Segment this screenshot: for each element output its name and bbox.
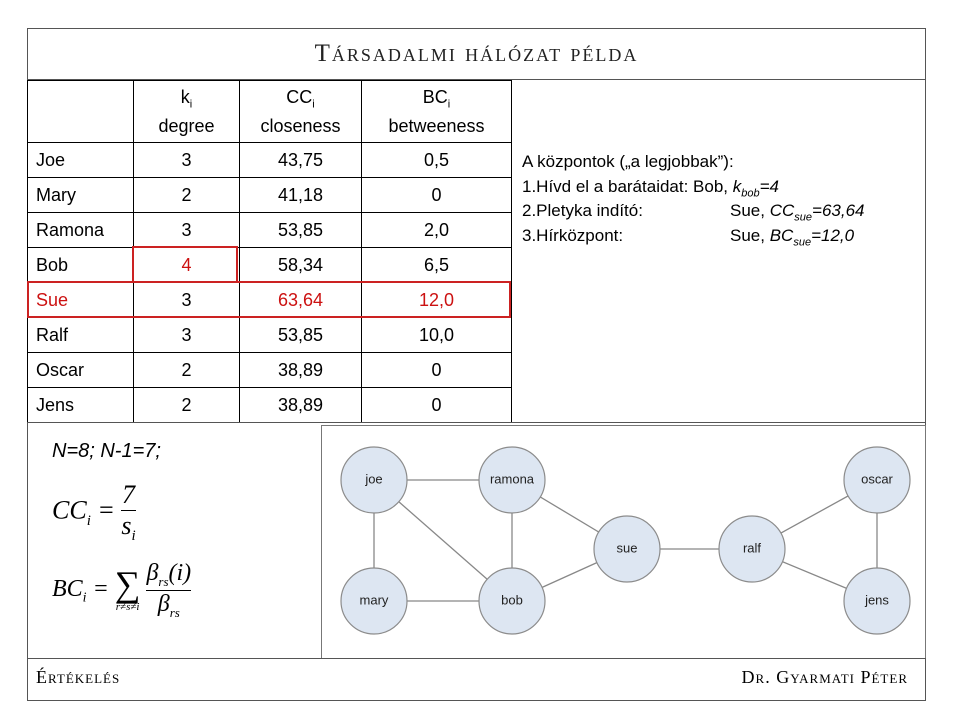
header-main: CC: [286, 86, 313, 107]
cell-degree: 3: [134, 318, 240, 353]
cell-closeness: 53,85: [240, 213, 362, 248]
center-item-rumor: [522, 199, 865, 224]
table-row: [28, 213, 512, 248]
bc-fraction: [146, 560, 191, 621]
center-item-news: [522, 224, 855, 249]
bc-lhs-sub: i: [82, 590, 87, 606]
cell-name: Jens: [28, 388, 134, 423]
node-ramona: [479, 447, 545, 513]
centers-heading: A központok („a legjobbak”):: [522, 152, 734, 171]
node-jens: [844, 568, 910, 634]
center-value: =4: [759, 176, 780, 196]
table-row: [28, 248, 512, 283]
cell-name: Mary: [28, 178, 134, 213]
cell-name: Ralf: [28, 318, 134, 353]
cell-degree: 4: [134, 248, 240, 283]
center-value: =63,64: [812, 201, 865, 220]
bc-denominator: [146, 591, 191, 621]
cell-betweenness: 12,0: [362, 283, 512, 318]
cc-numerator: 7: [122, 480, 136, 509]
header-sub: i: [189, 98, 193, 111]
header-sub: i: [447, 98, 451, 111]
cell-name: Oscar: [28, 353, 134, 388]
header-betweenness: [362, 81, 512, 143]
center-metric: CC: [769, 201, 795, 220]
table-row: [28, 318, 512, 353]
table-row: [28, 388, 512, 423]
center-metric-sub: sue: [793, 235, 812, 248]
centrality-table: [27, 80, 512, 423]
node-bob: [479, 568, 545, 634]
bc-num-arg: (i): [168, 560, 192, 586]
node-label: bob: [501, 592, 523, 608]
cell-closeness: 38,89: [240, 353, 362, 388]
cell-betweenness: 2,0: [362, 213, 512, 248]
table-row: [28, 353, 512, 388]
cell-betweenness: 10,0: [362, 318, 512, 353]
center-item-bob: [522, 175, 779, 200]
center-metric: k: [732, 176, 742, 196]
center-label: 2.Pletyka indító:: [522, 201, 643, 220]
node-ralf: [719, 516, 785, 582]
center-who: Sue,: [730, 201, 765, 220]
header-degree: [134, 81, 240, 143]
node-joe: [341, 447, 407, 513]
bc-den-sub: rs: [169, 604, 180, 620]
cell-betweenness: 6,5: [362, 248, 512, 283]
node-label: joe: [365, 471, 383, 487]
cell-degree: 2: [134, 388, 240, 423]
cc-equals: =: [97, 495, 115, 525]
cell-degree: 2: [134, 353, 240, 388]
table-row: [28, 178, 512, 213]
cell-closeness: 53,85: [240, 318, 362, 353]
header-second: degree: [158, 116, 215, 137]
cell-betweenness: 0,5: [362, 143, 512, 178]
cc-fraction: [121, 480, 135, 545]
title-bar: [27, 28, 926, 80]
center-metric: BC: [769, 225, 794, 245]
center-label: 3.Hírközpont:: [522, 225, 624, 245]
node-sue: [594, 516, 660, 582]
node-label: sue: [616, 540, 638, 556]
node-label: ramona: [489, 471, 535, 487]
bc-equals: =: [92, 575, 109, 602]
bc-num-symbol: β: [146, 560, 159, 586]
table-row: [28, 283, 512, 318]
cell-closeness: 43,75: [240, 143, 362, 178]
node-label: jens: [865, 592, 889, 608]
section-divider: [27, 422, 926, 423]
cell-closeness: 58,34: [240, 248, 362, 283]
cc-denominator: [121, 511, 135, 545]
table-header-row: [28, 81, 512, 143]
header-main: BC: [422, 86, 448, 107]
cell-degree: 3: [134, 213, 240, 248]
center-value: =12,0: [811, 225, 855, 245]
cc-den-symbol: s: [121, 511, 132, 540]
cell-name: Bob: [28, 248, 134, 283]
cell-closeness: 41,18: [240, 178, 362, 213]
cell-degree: 3: [134, 143, 240, 178]
bc-numerator: [146, 560, 191, 590]
cell-betweenness: 0: [362, 178, 512, 213]
footer-author: Dr. Gyarmati Péter: [741, 667, 908, 687]
network-diagram: [321, 425, 926, 659]
header-closeness: [240, 81, 362, 143]
center-metric-sub: bob: [741, 186, 760, 199]
center-label: 1.Hívd el a barátaidat: Bob,: [522, 176, 729, 196]
centers-summary: [522, 150, 865, 248]
table-row: [28, 143, 512, 178]
cell-name: Sue: [28, 283, 134, 318]
bc-num-sub: rs: [158, 573, 169, 589]
cell-name: Ramona: [28, 213, 134, 248]
header-sub: i: [312, 98, 315, 111]
bc-den-symbol: β: [157, 590, 170, 617]
center-metric-sub: sue: [794, 211, 813, 224]
center-who: Sue,: [730, 225, 765, 245]
node-oscar: [844, 447, 910, 513]
cell-name: Joe: [28, 143, 134, 178]
bc-sum: [114, 564, 141, 614]
node-label: mary: [359, 592, 389, 608]
cell-closeness: 38,89: [240, 388, 362, 423]
sum-symbol: ∑: [114, 564, 141, 605]
cc-lhs-sub: i: [86, 512, 91, 529]
header-empty: [28, 81, 134, 143]
cell-closeness: 63,64: [240, 283, 362, 318]
node-mary: [341, 568, 407, 634]
sum-subscript: r≠s≠i: [115, 601, 140, 614]
cell-betweenness: 0: [362, 388, 512, 423]
header-second: betweeness: [388, 116, 485, 137]
node-label: ralf: [742, 540, 762, 556]
bc-lhs: BC: [52, 575, 83, 602]
header-second: closeness: [260, 116, 341, 137]
network-graph-svg: [322, 426, 927, 660]
cell-degree: 3: [134, 283, 240, 318]
betweenness-formula: [52, 560, 191, 621]
node-label: oscar: [861, 471, 893, 487]
closeness-formula: [52, 480, 136, 545]
cell-degree: 2: [134, 178, 240, 213]
slide-title: Társadalmi hálózat példa: [314, 40, 639, 67]
footer-evaluation: Értékelés: [36, 667, 121, 687]
n-definition: N=8; N-1=7;: [52, 440, 161, 462]
cell-betweenness: 0: [362, 353, 512, 388]
cc-lhs: CC: [52, 495, 87, 525]
footer-divider: [27, 658, 926, 659]
cc-den-sub: i: [131, 528, 136, 545]
header-main: k: [180, 86, 190, 107]
